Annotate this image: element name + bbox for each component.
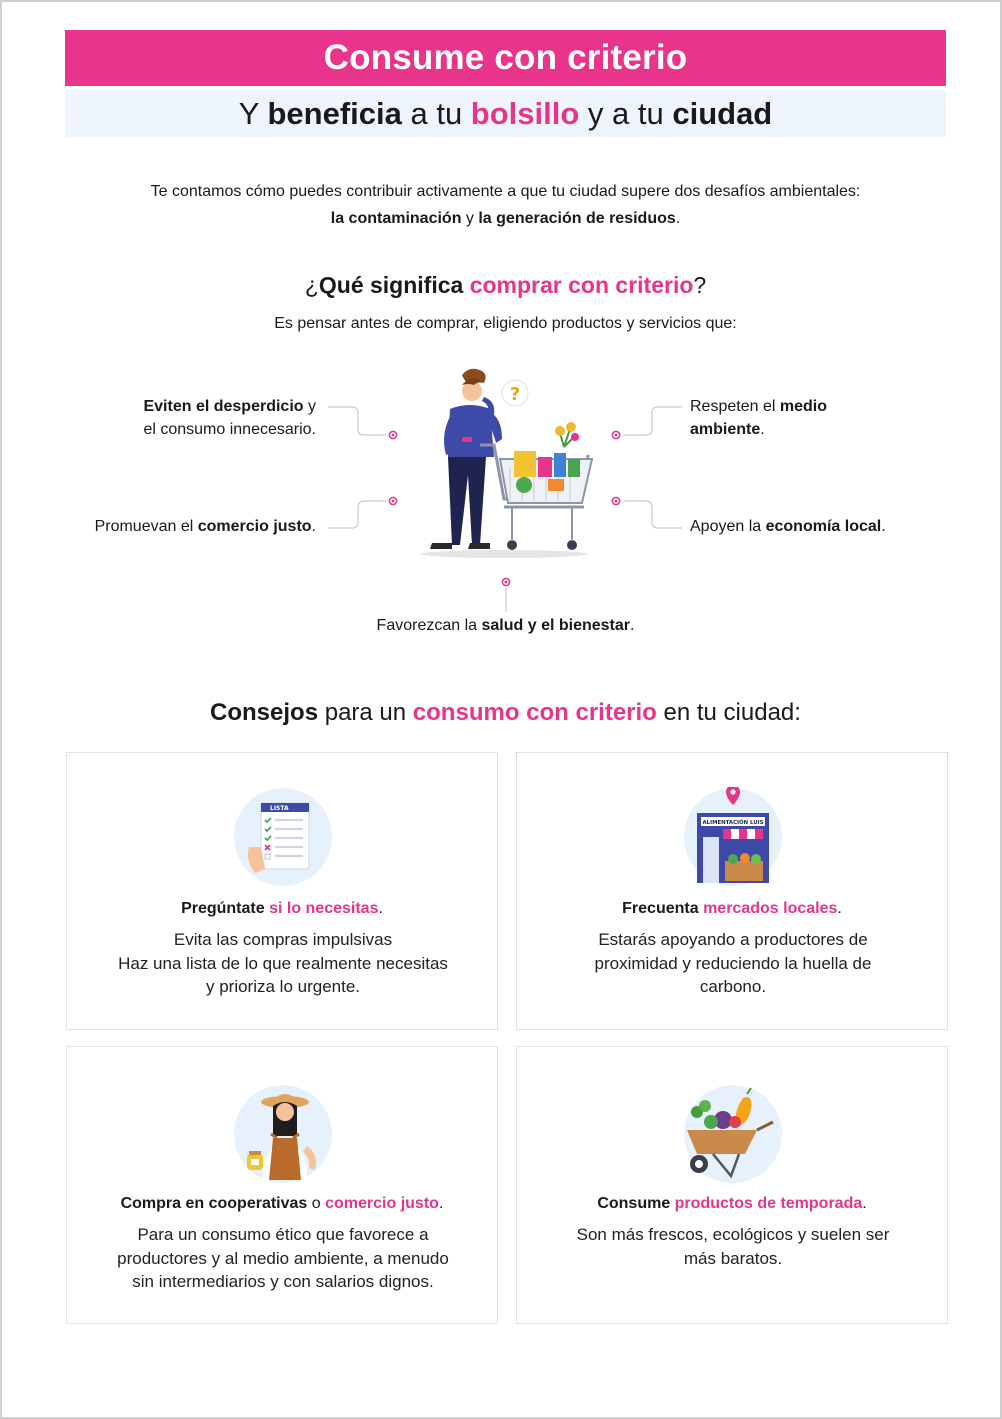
- intro-bold-1: la contaminación: [330, 210, 462, 227]
- card-3-title-mid: o: [307, 1195, 326, 1212]
- benefit-environment-bold-2: ambiente: [690, 421, 761, 438]
- farmer-woman-icon: [233, 1084, 333, 1184]
- card-2-body-line-2: proximidad y reduciendo la huella de: [594, 953, 872, 973]
- benefit-environment: [690, 395, 827, 441]
- benefit-connectors: [2, 2, 1002, 702]
- tip-card-ask-yourself: [66, 752, 498, 1030]
- benefit-health-post: .: [630, 617, 635, 634]
- benefit-avoid-waste-line-1: [143, 395, 316, 418]
- benefit-fair-trade-post: .: [311, 518, 316, 535]
- card-2-title-bold: Frecuenta: [622, 900, 704, 917]
- tip-card-local-markets-body: [537, 928, 929, 999]
- benefit-environment-bold-1: medio: [779, 398, 827, 415]
- tip-card-seasonal-products-body: [537, 1223, 929, 1270]
- card-3-body-line-1: Para un consumo ético que favorece a: [137, 1225, 429, 1244]
- tip-card-local-markets: [516, 752, 948, 1030]
- card-1-title-bold: Pregúntate: [181, 900, 270, 917]
- question-pink: comprar con criterio: [469, 272, 694, 298]
- card-3-body-line-2: productores y al medio ambiente, a menudo: [117, 1248, 449, 1268]
- benefit-fair-trade-bold: comercio justo: [197, 518, 312, 535]
- benefit-health: [65, 614, 946, 637]
- svg-text:?: ?: [509, 384, 521, 405]
- card-4-body-line-2: más baratos.: [683, 1248, 783, 1268]
- benefit-environment-line-2: [690, 418, 827, 441]
- local-shop-icon: [683, 787, 783, 887]
- benefit-environment-pre: Respeten el: [690, 398, 780, 415]
- benefit-avoid-waste-bold: Eviten el desperdicio: [143, 398, 304, 415]
- card-1-title-end: .: [378, 900, 383, 917]
- tips-heading-bold: Consejos: [210, 699, 319, 726]
- subtitle-text-3: a tu: [401, 95, 471, 131]
- tips-heading-mid: para un: [318, 699, 413, 726]
- card-1-title-pink: si lo necesitas: [269, 900, 379, 917]
- shop-sign-text: ALIMENTACIÓN LUIS: [702, 820, 764, 826]
- card-4-body-line-1: Son más frescos, ecológicos y suelen ser: [576, 1225, 890, 1244]
- benefit-fair-trade-pre: Promuevan el: [94, 518, 198, 535]
- card-3-title-end: .: [438, 1195, 444, 1212]
- tip-card-cooperatives: [66, 1046, 498, 1324]
- tip-card-seasonal-products-title: [517, 1195, 947, 1213]
- question-open: ¿: [304, 272, 319, 298]
- benefit-local-economy-pre: Apoyen la: [690, 518, 766, 535]
- benefit-avoid-waste: [143, 395, 316, 441]
- subtitle-text-4: bolsillo: [470, 95, 580, 131]
- tip-card-seasonal-products: [516, 1046, 948, 1324]
- benefit-health-bold: salud y el bienestar: [481, 617, 630, 634]
- tip-card-cooperatives-title: [67, 1195, 497, 1213]
- card-4-title-pink: productos de temporada: [674, 1195, 863, 1212]
- intro-joiner: y: [461, 210, 479, 227]
- intro-period: .: [675, 210, 681, 227]
- card-1-body-line-2: Haz una lista de lo que realmente necesitas: [118, 953, 448, 973]
- tip-card-ask-yourself-body: [87, 928, 479, 999]
- card-2-body-line-1: Estarás apoyando a productores de: [598, 930, 868, 949]
- intro-line-1: Te contamos cómo puedes contribuir activamente a que tu ciudad supere dos desafíos ambientales:: [150, 183, 861, 200]
- card-1-body-line-1: Evita las compras impulsivas: [173, 930, 393, 949]
- subtitle-text-6: ciudad: [672, 95, 773, 131]
- card-1-body-line-3: y prioriza lo urgente.: [205, 977, 361, 996]
- subtitle-text-1: Y: [238, 95, 268, 131]
- farmer-woman-graphic: [233, 1084, 333, 1184]
- benefit-local-economy-bold: economía local: [765, 518, 882, 535]
- card-3-title-pink: comercio justo: [325, 1195, 439, 1212]
- tips-heading-end: en tu ciudad:: [656, 699, 801, 726]
- page-title: Consume con criterio: [323, 38, 688, 77]
- question-close: ?: [693, 272, 707, 298]
- shopping-list-label: LISTA: [270, 805, 289, 812]
- card-4-title-bold: Consume: [597, 1195, 675, 1212]
- question-subtitle: Es pensar antes de comprar, eligiendo productos y servicios que:: [274, 315, 737, 332]
- tip-card-ask-yourself-title: [67, 900, 497, 918]
- benefit-local-economy: [690, 515, 886, 538]
- card-3-title-bold: Compra en cooperativas: [120, 1195, 308, 1212]
- card-2-title-pink: mercados locales: [703, 900, 838, 917]
- tip-card-cooperatives-body: [87, 1223, 479, 1294]
- card-2-body-line-3: carbono.: [699, 977, 767, 996]
- tip-card-local-markets-title: [517, 900, 947, 918]
- benefit-environment-line-1: [690, 395, 827, 418]
- benefit-environment-post: .: [760, 421, 765, 438]
- subtitle-text-2: beneficia: [267, 95, 402, 131]
- intro-bold-2: la generación de residuos: [478, 210, 676, 227]
- benefit-health-pre: Favorezcan la: [376, 617, 482, 634]
- benefit-local-economy-post: .: [881, 518, 886, 535]
- benefit-avoid-waste-line-2: el consumo innecesario.: [143, 421, 316, 438]
- local-shop-graphic: [683, 787, 783, 887]
- card-2-title-end: .: [837, 900, 842, 917]
- card-4-title-end: .: [862, 1195, 867, 1212]
- vegetable-wheelbarrow-icon: [683, 1084, 783, 1184]
- tips-heading: [65, 699, 946, 727]
- shopping-list-graphic: [233, 787, 333, 887]
- question-bold: Qué significa: [318, 272, 464, 298]
- benefit-fair-trade: [95, 515, 316, 538]
- tips-heading-pink: consumo con criterio: [412, 699, 657, 726]
- benefit-avoid-waste-rest: y: [303, 398, 316, 415]
- vegetable-wheelbarrow-graphic: [683, 1084, 783, 1184]
- card-3-body-line-3: sin intermediarios y con salarios dignos.: [132, 1272, 434, 1291]
- shopper-with-cart-illustration: [414, 367, 599, 562]
- shopping-list-icon: [233, 787, 333, 887]
- subtitle-text-5: y a tu: [579, 95, 673, 131]
